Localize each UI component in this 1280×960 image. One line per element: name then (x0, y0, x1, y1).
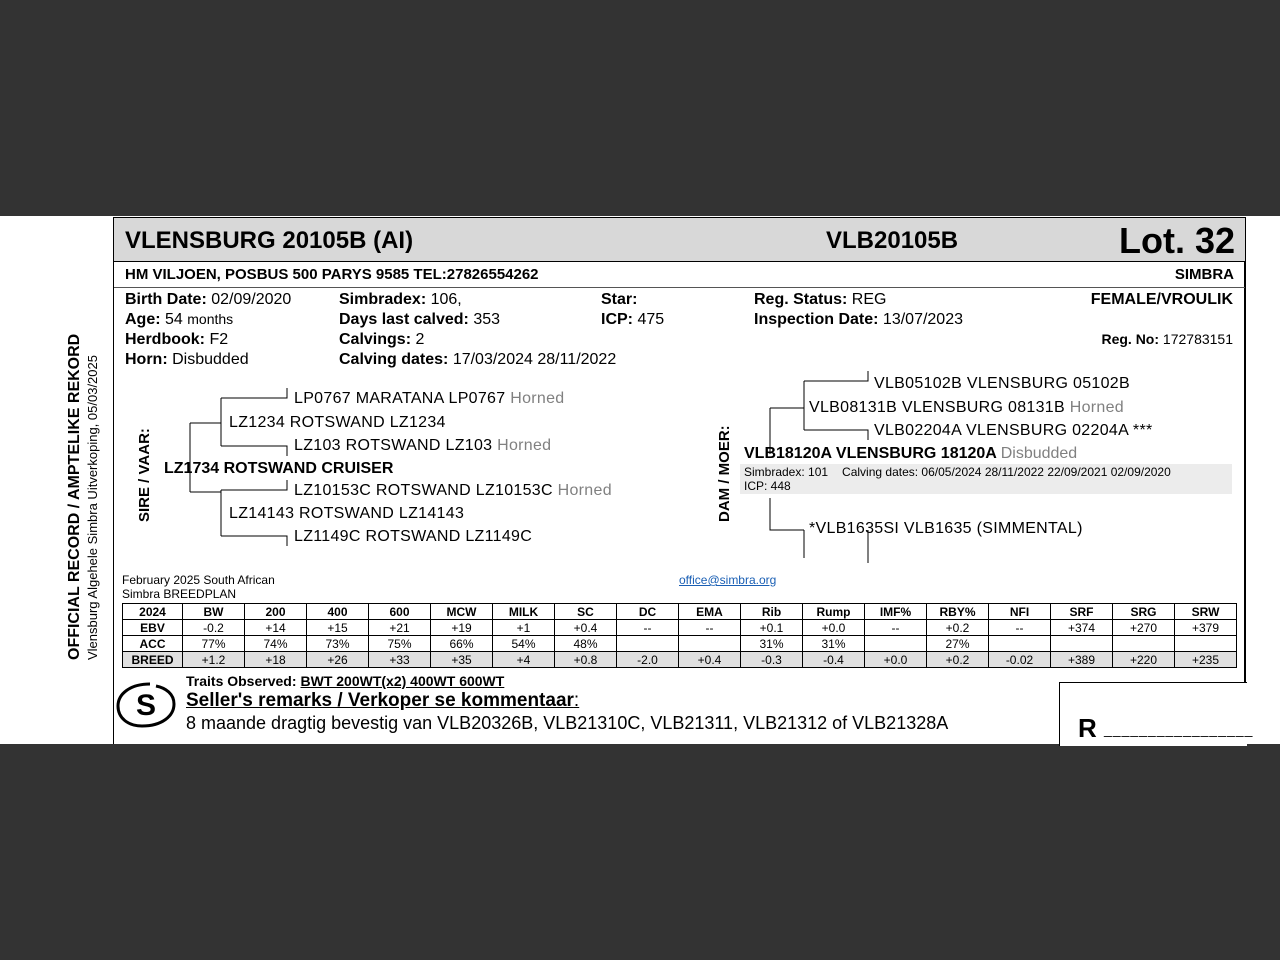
ebv-row-header: BREED (123, 652, 183, 668)
ebv-cell: +33 (369, 652, 431, 668)
reg-number: Reg. No: 172783151 (1101, 331, 1233, 347)
dam-sire: VLB08131B VLENSBURG 08131B Horned (809, 399, 1124, 416)
remarks-heading: Seller's remarks / Verkoper se kommentaar: (186, 690, 580, 711)
ebv-cell: -0.02 (989, 652, 1051, 668)
ebv-cell: +35 (431, 652, 493, 668)
ebv-cell: +0.2 (927, 620, 989, 636)
ebv-cell: 73% (307, 636, 369, 652)
ebv-cell: +1.2 (183, 652, 245, 668)
ebv-row-header: EBV (123, 620, 183, 636)
ebv-cell: 54% (493, 636, 555, 652)
traits-observed: Traits Observed: BWT 200WT(x2) 400WT 600WT (186, 673, 505, 689)
ebv-cell: 66% (431, 636, 493, 652)
ebv-cell: +0.0 (803, 620, 865, 636)
ebv-col-header: 2024 (123, 604, 183, 620)
ebv-col-header: DC (617, 604, 679, 620)
ebv-cell: -0.3 (741, 652, 803, 668)
icp: ICP: 475 (601, 311, 665, 328)
ebv-cell: 77% (183, 636, 245, 652)
ebv-cell (865, 636, 927, 652)
breed-name: SIMBRA (1174, 266, 1234, 283)
side-caption (66, 300, 100, 660)
age: Age: 54 months (125, 311, 234, 328)
ebv-cell: 75% (369, 636, 431, 652)
animal-name: VLENSBURG 20105B (AI) (125, 227, 414, 254)
ebv-cell: 31% (741, 636, 803, 652)
ebv-col-header: Rib (741, 604, 803, 620)
ebv-cell (1113, 636, 1175, 652)
birth-date: Birth Date: 02/09/2020 (125, 291, 292, 308)
ebv-col-header: NFI (989, 604, 1051, 620)
ebv-cell: -- (679, 620, 741, 636)
sire-dam-dam: LZ1149C ROTSWAND LZ1149C (294, 528, 533, 545)
ebv-cell: -2.0 (617, 652, 679, 668)
ebv-cell: +0.4 (555, 620, 617, 636)
ebv-row (123, 652, 1237, 668)
sire-label: SIRE / VAAR: (136, 428, 153, 522)
remarks-text: 8 maande dragtig bevestig van VLB20326B, VLB21310C, VLB21311, VLB21312 of VLB21328A (186, 713, 949, 733)
dam-sire-dam: VLB02204A VLENSBURG 02204A *** (874, 422, 1153, 439)
ebv-cell: 74% (245, 636, 307, 652)
ebv-col-header: SC (555, 604, 617, 620)
ebv-cell: +0.8 (555, 652, 617, 668)
top-dark-band (0, 0, 1280, 216)
ebv-cell: -0.2 (183, 620, 245, 636)
ebv-cell: +220 (1113, 652, 1175, 668)
days-last-calved: Days last calved: 353 (339, 311, 501, 328)
ebv-cell: -0.4 (803, 652, 865, 668)
ebv-col-header: Rump (803, 604, 865, 620)
ebv-cell (1051, 636, 1113, 652)
ebv-col-header: SRG (1113, 604, 1175, 620)
dam-sire-sire: VLB05102B VLENSBURG 05102B (874, 375, 1130, 392)
ebv-cell (1175, 636, 1237, 652)
sex: FEMALE/VROULIK (1090, 291, 1233, 308)
owner-details: HM VILJOEN, POSBUS 500 PARYS 9585 TEL:27826554262 (125, 266, 539, 283)
ebv-cell: +270 (1113, 620, 1175, 636)
calving-dates: Calving dates: 17/03/2024 28/11/2022 (339, 351, 617, 368)
sire-sire: LZ1234 ROTSWAND LZ1234 (229, 414, 446, 431)
ebv-cell: +18 (245, 652, 307, 668)
inspection-date: Inspection Date: 13/07/2023 (754, 311, 963, 328)
price-box[interactable] (1059, 682, 1254, 746)
ebv-col-header: SRW (1175, 604, 1237, 620)
ebv-cell: +1 (493, 620, 555, 636)
dam-dam: *VLB1635SI VLB1635 (SIMMENTAL) (809, 520, 1083, 537)
ebv-cell: +374 (1051, 620, 1113, 636)
ebv-cell (989, 636, 1051, 652)
ebv-col-header: 400 (307, 604, 369, 620)
ebv-cell: +379 (1175, 620, 1237, 636)
reg-status: Reg. Status: REG (754, 291, 887, 308)
ebv-cell: +14 (245, 620, 307, 636)
ebv-col-header: EMA (679, 604, 741, 620)
ebv-cell: 48% (555, 636, 617, 652)
ebv-cell: +0.0 (865, 652, 927, 668)
simbra-logo-icon (116, 680, 176, 730)
sire-dam-sire: LZ10153C ROTSWAND LZ10153C Horned (294, 482, 612, 499)
ebv-row-header: ACC (123, 636, 183, 652)
ebv-cell: +21 (369, 620, 431, 636)
ebv-col-header: BW (183, 604, 245, 620)
ebv-col-header: 200 (245, 604, 307, 620)
ebv-cell: +0.4 (679, 652, 741, 668)
price-blank-line: _________________ (1104, 721, 1254, 737)
ebv-cell: -- (989, 620, 1051, 636)
ebv-col-header: RBY% (927, 604, 989, 620)
star: Star: (601, 291, 638, 308)
ebv-cell: +15 (307, 620, 369, 636)
ebv-cell: +4 (493, 652, 555, 668)
lot-number: Lot. 32 (1118, 220, 1235, 261)
ebv-cell: +0.1 (741, 620, 803, 636)
ebv-cell: 31% (803, 636, 865, 652)
ebv-cell: +235 (1175, 652, 1237, 668)
horn-status: Horn: Disbudded (125, 351, 249, 368)
lot-card (113, 217, 1254, 744)
breedplan-note-1: February 2025 South African (122, 573, 275, 587)
logo-letter: S (135, 689, 157, 722)
currency-symbol: R (1078, 713, 1097, 743)
dam-simbradex: Simbradex: 101 (744, 465, 829, 479)
ebv-col-header: SRF (1051, 604, 1113, 620)
sire-sire-sire: LP0767 MARATANA LP0767 Horned (294, 390, 565, 407)
animal-code: VLB20105B (826, 227, 959, 254)
ebv-col-header: MILK (493, 604, 555, 620)
simbradex: Simbradex: 106, (339, 291, 462, 308)
ebv-row (123, 636, 1237, 652)
ebv-cell (679, 636, 741, 652)
ebv-col-header: 600 (369, 604, 431, 620)
ebv-header-row (123, 604, 1237, 620)
ebv-cell: +19 (431, 620, 493, 636)
ebv-row (123, 620, 1237, 636)
sire-name: LZ1734 ROTSWAND CRUISER (164, 460, 394, 477)
ebv-cell: +0.2 (927, 652, 989, 668)
ebv-cell: +26 (307, 652, 369, 668)
dam-performance-box (740, 464, 1232, 494)
herdbook: Herdbook: F2 (125, 331, 229, 348)
dam-icp: ICP: 448 (744, 479, 791, 493)
ebv-cell: -- (617, 620, 679, 636)
sire-sire-dam: LZ103 ROTSWAND LZ103 Horned (294, 437, 552, 454)
ebv-col-header: IMF% (865, 604, 927, 620)
bottom-dark-band (0, 744, 1280, 960)
ebv-cell: 27% (927, 636, 989, 652)
email-link[interactable]: office@simbra.org (679, 573, 777, 587)
ebv-cell: -- (865, 620, 927, 636)
dam-calving-dates: Calving dates: 06/05/2024 28/11/2022 22/09/2021 02/09/2020 (842, 465, 1171, 479)
dam-name: VLB18120A VLENSBURG 18120A Disbudded (744, 445, 1078, 462)
sale-subtitle: Vlensburg Algehele Simbra Uitverkoping, 05/03/2025 (85, 355, 100, 660)
breedplan-note-2: Simbra BREEDPLAN (122, 587, 237, 601)
dam-label: DAM / MOER: (716, 425, 733, 522)
ebv-col-header: MCW (431, 604, 493, 620)
calvings: Calvings: 2 (339, 331, 425, 348)
ebv-cell (617, 636, 679, 652)
official-record-title: OFFICIAL RECORD / AMPTELIKE REKORD (66, 333, 83, 660)
ebv-cell: +389 (1051, 652, 1113, 668)
ebv-table (122, 603, 1237, 668)
sire-dam: LZ14143 ROTSWAND LZ14143 (229, 505, 465, 522)
